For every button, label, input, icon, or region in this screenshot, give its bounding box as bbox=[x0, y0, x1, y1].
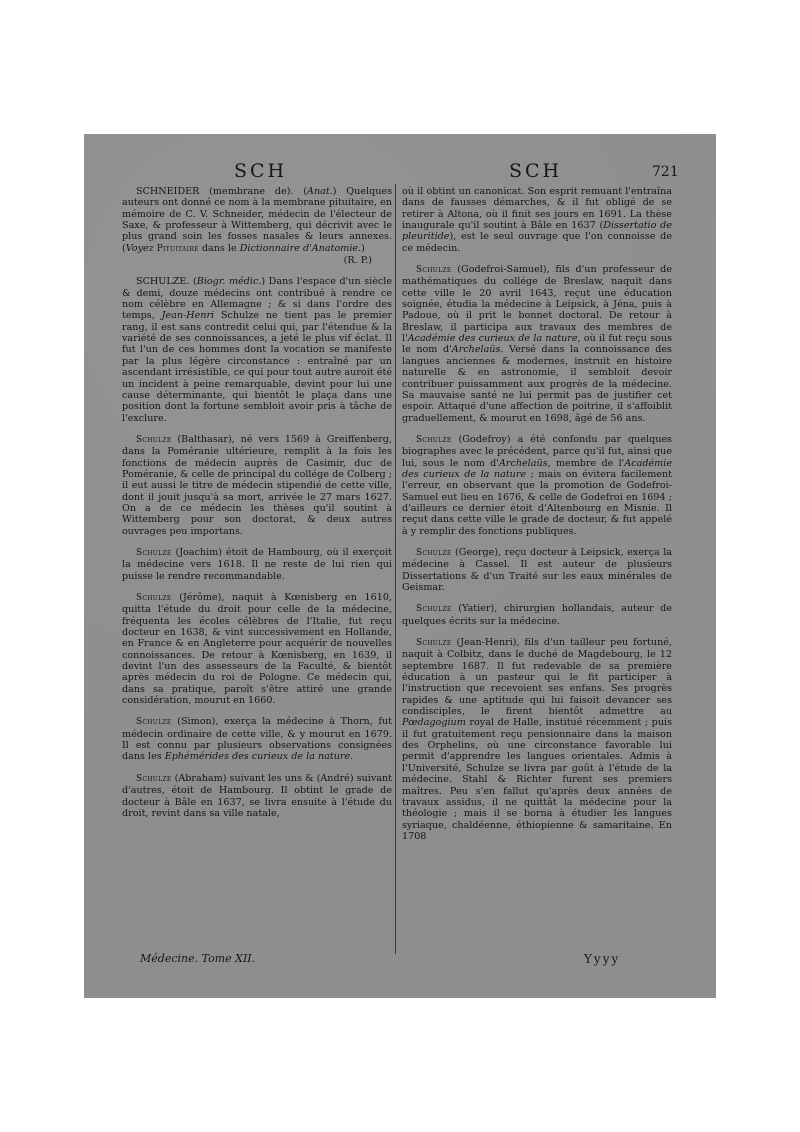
entry-jerome: Schulze (Jérôme), naquit à Kœnisberg en 1610, quitta l'étude du droit pour celle de la médecine, fréquenta les écoles célèbres de l'Italie, fut reçu docteur en 1638, & vint successivement en Hollande, en France & en Angleterre pour acquérir de nouvelles connoissances. De retour à Kœnisberg, en 1639, il devint l'un des assesseurs de la Faculté, & bientôt après médecin du roi de Pologne. Ce médecin qui, dans sa pratique, paroît s'être attiré une grande considération, mourut en 1660. bbox=[122, 592, 392, 707]
entry-simon: Schulze (Simon), exerça la médecine à Thorn, fut médecin ordinaire de cette ville, & y mourut en 1679. Il est connu par plusieurs observations consignées dans les Ephémérides des curieux de la nature. bbox=[122, 716, 392, 763]
page-number: 721 bbox=[652, 164, 679, 180]
entry-godefroy: Schulze (Godefroy) a été confondu par quelques biographes avec le précédent, parce qu'il fut, ainsi que lui, sous le nom d'Archelaüs, membre de l'Académie des curieux de la nature ; mais on évitera facilement l'erreur, en observant que la promotion de Godefroi-Samuel eut lieu en 1676, & celle de Godefroi en 1694 ; d'ailleurs ce dernier étoit d'Altenbourg en Misnie. Il reçut dans cette ville le grade de docteur, & fut appelé à y remplir des fonctions publiques. bbox=[402, 433, 673, 537]
scanned-page bbox=[84, 134, 716, 998]
right-column bbox=[402, 186, 672, 842]
entry-jean-henri: Schulze (Jean-Henri), fils d'un tailleur peu fortuné, naquit à Colbitz, dans le duché de Magdebourg, le 12 septembre 1687. Il fut redevable de sa première éducation à un pasteur qui le fit participer à l'instruction que recevoient ses enfans. Ses progrès rapides & une aptitude qui lui faisoit devancer ses condisciples, le firent bientôt admettre au Pœdagogium royal de Halle, institué récemment ; puis il fut gratuitement reçu pensionnaire dans la maison des Orphelins, où une circonstance favorable lui permit d'apprendre les langues orientales. Admis à l'Université, Schulze se livra par goût à l'étude de la médecine. Stahl & Richter furent ses premiers maîtres. Peu s'en fallut qu'après deux années de travaux assidus, il ne quittât la médecine pour la théologie ; mais il se borna à étudier les langues syriaque, chaldéenne, éthiopienne & samaritaine. En 1708 bbox=[402, 637, 672, 842]
article-schulze-intro: SCHULZE. (Biogr. médic.) Dans l'espace d'un siècle & demi, douze médecins ont contribué à rendre ce nom célèbre en Allemagne ; & si dans l'ordre des temps, Jean-Henri Schulze ne tient pas le premier rang, il est sans contredit celui qui, par l'étendue & la variété de ses connoissances, a jeté le plus vif éclat. Il fut l'un de ces hommes dont la vocation se manifeste par la plus légère circonstance : entraîné par un ascendant irrésistible, ce qui pour tout autre auroit été un incident à peine remarquable, devint pour lui une cause déterminante, qui bientôt le plaça dans une position dont la fortune sembloit avoir pris à tâche de l'exclure. bbox=[122, 276, 393, 424]
entry-george: Schulze (George), reçu docteur à Leipsick, exerça la médecine à Cassel. Il est auteur de plusieurs Dissertations & d'un Traité sur les eaux minérales de Geismar. bbox=[402, 546, 672, 593]
entry-joachim: Schulze (Joachim) étoit de Hambourg, où il exerçoit la médecine vers 1618. Il ne reste de lui rien qui puisse le rendre recommandable. bbox=[122, 546, 392, 582]
entry-headword: SCHNEIDER bbox=[136, 186, 200, 197]
signature: (R. P.) bbox=[343, 255, 372, 267]
article-schneider: SCHNEIDER (membrane de). (Anat.) Quelques auteurs ont donné ce nom à la membrane pituitaire, en mémoire de C. V. Schneider, médecin de l'électeur de Saxe, & professeur à Wittemberg, qui décrivit avec le plus grand soin les fosses nasales & leurs annexes. (Voyez Pituitaire dans le Dictionnaire d'Anatomie.) bbox=[122, 186, 392, 254]
entry-yatier: Schulze (Yatier), chirurgien hollandais, auteur de quelques écrits sur la médecine. bbox=[402, 603, 672, 627]
entry-headword: SCHULZE. bbox=[136, 276, 190, 288]
entry-godefroi-samuel: Schulze (Godefroi-Samuel), fils d'un professeur de mathématiques du collége de Breslaw, naquit dans cette ville le 20 avril 1643, reçut une éducation soignée, étudia la médecine à Leipsick, à Jéna, puis à Padoue, où il prit le bonnet doctoral. De retour à Breslaw, il participa aux travaux des membres de l'Académie des curieux de la nature, où il fut reçu sous le nom d'Archelaüs. Versé dans la connoissance des langues anciennes & modernes, instruit en histoire naturelle & en astronomie, il sembloit devoir contribuer puissamment aux progrès de la médecine. Sa mauvaise santé ne lui permit pas de justifier cet espoir. Attaqué d'une affection de poitrine, il s'affoiblit graduellement, & mourut en 1698, âgé de 56 ans. bbox=[402, 264, 673, 424]
running-head-right: SCH bbox=[509, 160, 563, 182]
running-head-left: SCH bbox=[234, 160, 288, 182]
column-rule bbox=[395, 184, 396, 954]
entry-balthasar: Schulze (Balthasar), né vers 1569 à Greiffenberg, dans la Poméranie ultérieure, remplit à la fois les fonctions de médecin auprès de Casimir, duc de Poméranie, & celle de principal du collége de Colberg ; il eut aussi le titre de médecin stipendié de cette ville, dont il jouit jusqu'à sa mort, arrivée le 27 mars 1627. On a de ce médecin les thèses qu'il soutint à Wittemberg pour son doctorat, & deux autres ouvrages peu importans. bbox=[122, 433, 392, 537]
footer-signature-mark: Yyyy bbox=[584, 952, 621, 966]
footer-volume: Médecine. Tome XII. bbox=[140, 952, 256, 965]
entry-abraham-continued: où il obtint un canonicat. Son esprit remuant l'entraîna dans de fausses démarches, & il fut obligé de se retirer à Altona, où il finit ses jours en 1691. La thèse inaugurale qu'il soutint à Bâle en 1637 (Dissertatio de pleuritide), est le seul ouvrage que l'on connoisse de ce médecin. bbox=[402, 186, 673, 254]
left-column bbox=[122, 186, 392, 819]
entry-abraham: Schulze (Abraham) suivant les uns & (André) suivant d'autres, étoit de Hambourg. Il obtint le grade de docteur à Bâle en 1637, se livra ensuite à l'étude du droit, revint dans sa ville natale, bbox=[122, 772, 392, 819]
